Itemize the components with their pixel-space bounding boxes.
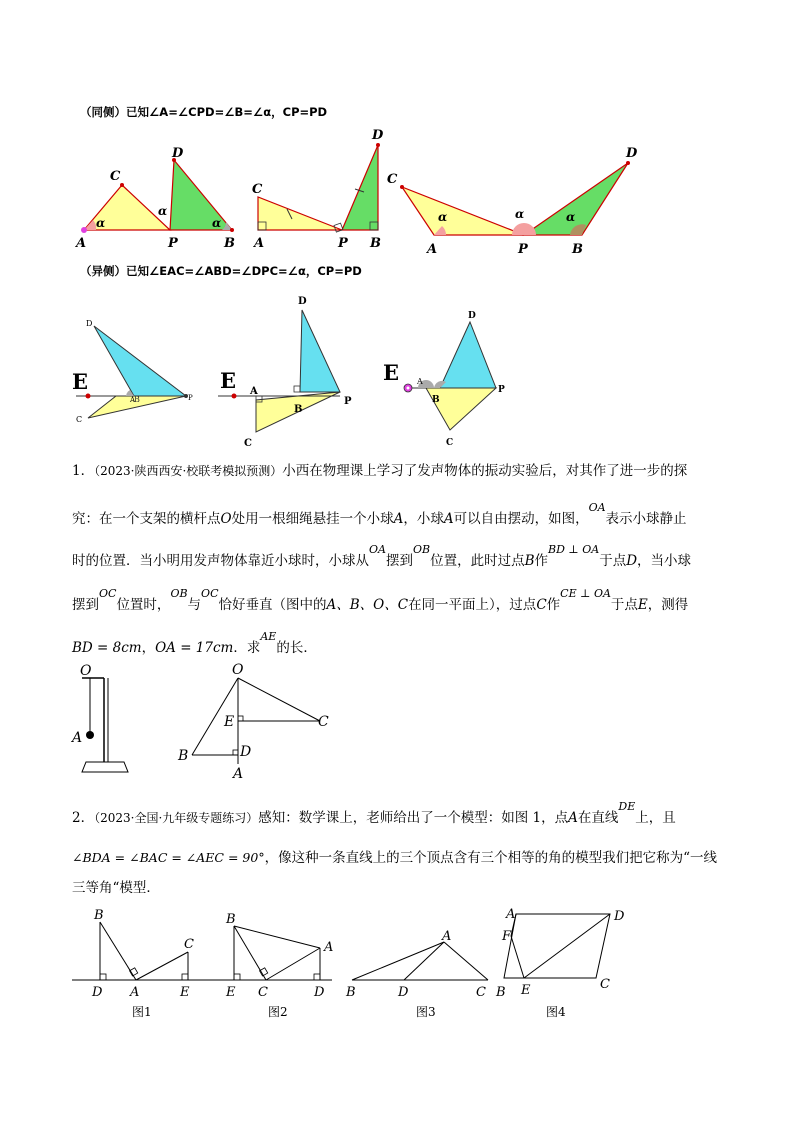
- diff-side-figure-1: [72, 319, 193, 424]
- problem1-line5: BD = 8cm，OA = 17cm．求$^{AE}$的长．: [72, 630, 317, 656]
- same-side-figure-1: [74, 146, 235, 251]
- fig3-alpha-2: α: [515, 207, 525, 221]
- same-side-figure-2: [252, 128, 384, 251]
- d2-label-C: C: [244, 438, 252, 449]
- d3-label-P: P: [498, 385, 505, 395]
- d3-label-D: D: [468, 311, 476, 321]
- geo-label-E: E: [224, 714, 235, 730]
- fig1-label-P: P: [168, 236, 178, 251]
- pendulum-figure: [70, 663, 128, 772]
- d1-label-B: B: [134, 395, 140, 404]
- p2f2-label-D: D: [314, 985, 325, 1000]
- p2f3-label-A: A: [442, 929, 452, 944]
- fig2-label-B: B: [370, 236, 381, 251]
- problem2-source: （2023·全国·九年级专题练习）: [94, 811, 259, 825]
- d3-label-E: E: [383, 360, 400, 385]
- oabc-figure: [177, 662, 329, 782]
- d2-label-D: D: [298, 296, 307, 307]
- same-side-figure-3: [387, 146, 638, 257]
- p2f3-label-C: C: [476, 985, 486, 1000]
- p2f4-label-C: C: [600, 977, 610, 992]
- problem1-source: （2023·陕西西安·校联考模拟预测）: [94, 464, 283, 478]
- p2f1-label-D: D: [92, 985, 103, 1000]
- d2-label-E: E: [220, 368, 237, 393]
- fig3-label-D: D: [626, 146, 638, 161]
- problem2-line2: ∠BDA = ∠BAC = ∠AEC = 90°，像这种一条直线上的三个顶点含有三个相等的角的模型我们把它称为“一线: [72, 850, 717, 866]
- geo-label-A: A: [233, 766, 244, 782]
- p2-figure-3: [352, 942, 488, 980]
- fig1-label-A: A: [76, 236, 87, 251]
- p2f4-label-F: F: [502, 929, 512, 944]
- p2f4-label-E: E: [521, 983, 531, 998]
- fig1-label-D: D: [172, 146, 184, 161]
- fig1-alpha-3: α: [212, 216, 222, 230]
- fig3-label-C: C: [387, 172, 398, 187]
- p2f2-label-C: C: [258, 985, 268, 1000]
- p2f1-label-B: B: [94, 908, 104, 923]
- fig3-label-A: A: [427, 242, 438, 257]
- d1-label-A: A: [130, 396, 136, 404]
- p2f4-label-D: D: [614, 909, 625, 924]
- p2-figure-2: [206, 926, 332, 980]
- problem1-figures: [68, 660, 348, 785]
- d1-label-P: P: [188, 394, 193, 402]
- fig2-label-C: C: [252, 182, 263, 197]
- d2-label-P: P: [344, 396, 352, 407]
- fig3-label-P: P: [518, 242, 528, 257]
- p2f4-label-B: B: [496, 985, 506, 1000]
- p2f2-label-E: E: [226, 985, 236, 1000]
- problem2-line1: 2．（2023·全国·九年级专题练习）感知：数学课上，老师给出了一个模型：如图 1，点A在直线$^{DE}$上，且: [72, 800, 676, 826]
- geo-label-C: C: [318, 714, 329, 730]
- d2-label-A: A: [250, 386, 258, 397]
- problem2-figures: [70, 902, 650, 1027]
- p2-caption-2: 图2: [268, 1005, 288, 1019]
- geo-label-D: D: [240, 744, 252, 760]
- fig1-alpha-2: α: [158, 204, 168, 218]
- d1-label-D: D: [86, 319, 93, 328]
- p2f3-label-D: D: [398, 985, 409, 1000]
- pend-label-A: A: [72, 730, 83, 746]
- d2-label-B: B: [294, 404, 303, 415]
- pend-label-O: O: [80, 663, 92, 679]
- same-side-heading: （同侧）已知∠A=∠CPD=∠B=∠α，CP=PD: [80, 105, 328, 119]
- fig2-label-D: D: [372, 128, 384, 143]
- fig3-alpha-3: α: [566, 210, 576, 224]
- fig1-label-B: B: [224, 236, 235, 251]
- problem1-line4: 摆到$^{OC}$位置时，$^{OB}$与$^{OC}$恰好垂直（图中的A、B、O、C在同一平面上），过点C作$^{CE \perp OA}$于点E，测得: [72, 587, 689, 613]
- p2-caption-4: 图4: [546, 1005, 566, 1019]
- p2f1-label-C: C: [184, 937, 194, 952]
- p2f4-label-A: A: [506, 907, 516, 922]
- fig1-label-C: C: [110, 169, 121, 184]
- diff-side-figure-3: [383, 311, 505, 448]
- d3-label-C: C: [446, 438, 454, 448]
- fig2-label-A: A: [254, 236, 265, 251]
- diff-side-figure-2: [218, 296, 352, 449]
- fig2-label-P: P: [338, 236, 348, 251]
- p2-caption-3: 图3: [416, 1005, 436, 1019]
- p2f2-label-B: B: [226, 912, 236, 927]
- geo-label-O: O: [232, 662, 244, 678]
- p2-caption-1: 图1: [132, 1005, 152, 1019]
- problem1-line2: 究：在一个支架的横杆点O处用一根细绳悬挂一个小球A，小球A可以自由摆动，如图，$^{OA}$表示小球静止: [72, 501, 687, 527]
- p2-figure-4: [504, 914, 610, 978]
- d3-label-A: A: [417, 377, 423, 386]
- fig1-alpha-1: α: [96, 216, 106, 230]
- d1-label-E: E: [72, 369, 89, 394]
- p2f1-label-A: A: [130, 985, 140, 1000]
- geo-label-B: B: [178, 748, 189, 764]
- p2f1-label-E: E: [180, 985, 190, 1000]
- same-side-figures: [72, 125, 652, 260]
- diff-side-heading: （异侧）已知∠EAC=∠ABD=∠DPC=∠α，CP=PD: [80, 264, 362, 278]
- problem2-line3: 三等角“模型．: [72, 880, 160, 896]
- problem1-line1: 1．（2023·陕西西安·校联考模拟预测）小西在物理课上学习了发声物体的振动实验后，对其作了进一步的探: [72, 463, 688, 479]
- d3-label-B: B: [432, 395, 440, 405]
- p2f3-label-B: B: [346, 985, 356, 1000]
- problem1-line3: 时的位置．当小明用发声物体靠近小球时，小球从$^{OA}$摆到$^{OB}$位置，此时过点B作$^{BD \perp OA}$于点D，当小球: [72, 543, 692, 569]
- fig3-label-B: B: [572, 242, 583, 257]
- fig3-alpha-1: α: [438, 210, 448, 224]
- d1-label-C: C: [76, 415, 83, 424]
- p2f2-label-A: A: [324, 940, 334, 955]
- diff-side-figures: [68, 290, 528, 452]
